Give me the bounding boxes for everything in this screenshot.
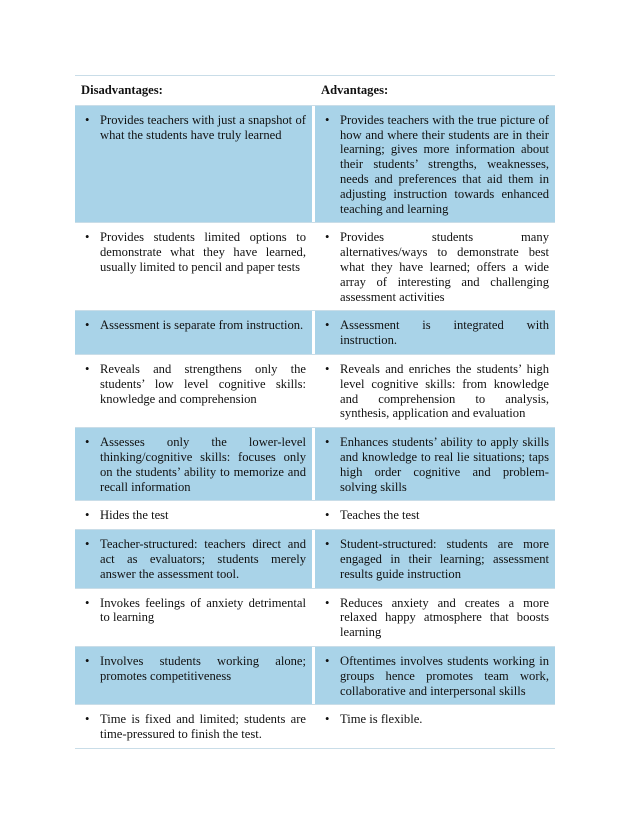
advantage-text: Reduces anxiety and creates a more relaxed happy atmosphere that boosts learning — [340, 595, 549, 640]
list-item — [321, 508, 549, 523]
table-row — [75, 106, 555, 224]
list-item — [321, 113, 549, 217]
table-row — [75, 530, 555, 588]
advantage-text: Provides teachers with the true picture of how and where their students are in their learning; gives more information about their students’ strengths, weaknesses, needs and preferences that aid them in adjusting instruction towards enhanced teaching and learning — [340, 112, 549, 216]
advantage-cell — [315, 106, 555, 223]
bullet-icon: • — [85, 112, 90, 127]
advantage-cell — [315, 530, 555, 587]
disadvantage-cell — [75, 311, 315, 354]
disadvantage-text: Teacher-structured: teachers direct and act as evaluators; students merely answer the assessment tool. — [100, 537, 306, 581]
bullet-icon: • — [325, 653, 330, 668]
bullet-icon: • — [85, 537, 90, 552]
table-row — [75, 647, 555, 705]
bullet-icon: • — [325, 508, 330, 523]
bullet-icon: • — [85, 508, 90, 523]
header-disadvantages: Disadvantages: — [75, 76, 315, 105]
advantage-cell — [315, 223, 555, 310]
table-row — [75, 223, 555, 311]
bullet-icon: • — [85, 653, 90, 668]
table-row — [75, 705, 555, 749]
comparison-table — [75, 75, 555, 749]
bullet-icon: • — [325, 361, 330, 376]
bullet-icon: • — [325, 318, 330, 333]
list-item — [321, 230, 549, 304]
list-item — [81, 318, 306, 333]
disadvantage-text: Assessment is separate from instruction. — [100, 318, 304, 333]
list-item — [321, 362, 549, 421]
disadvantage-cell — [75, 106, 315, 223]
advantage-cell — [315, 705, 555, 748]
disadvantage-text: Invokes feelings of anxiety detrimental to learning — [100, 595, 306, 625]
list-item — [321, 435, 549, 494]
list-item — [81, 596, 306, 626]
bullet-icon: • — [325, 435, 330, 450]
bullet-icon: • — [325, 712, 330, 727]
bullet-icon: • — [85, 361, 90, 376]
disadvantage-cell — [75, 501, 315, 529]
list-item — [81, 712, 306, 742]
table-row — [75, 355, 555, 428]
list-item — [321, 654, 549, 698]
disadvantage-cell — [75, 705, 315, 748]
list-item — [321, 318, 549, 348]
bullet-icon: • — [85, 712, 90, 727]
disadvantage-cell — [75, 355, 315, 427]
disadvantage-text: Assesses only the lower-level thinking/cognitive skills: focuses only on the students’ ability to memorize and recall information — [100, 435, 306, 494]
table-row — [75, 428, 555, 501]
list-item — [81, 362, 306, 406]
bullet-icon: • — [325, 595, 330, 610]
list-item — [321, 596, 549, 640]
disadvantage-cell — [75, 530, 315, 587]
advantage-cell — [315, 311, 555, 354]
advantage-text: Time is flexible. — [340, 712, 423, 727]
advantage-cell — [315, 355, 555, 427]
bullet-icon: • — [325, 230, 330, 245]
list-item — [81, 537, 306, 581]
bullet-icon: • — [85, 230, 90, 245]
advantage-text: Enhances students’ ability to apply skills and knowledge to real lie situations; taps high order cognitive and problem-solving skills — [340, 435, 549, 494]
bullet-icon: • — [325, 537, 330, 552]
bullet-icon: • — [85, 435, 90, 450]
advantage-cell — [315, 428, 555, 500]
table-body — [75, 106, 555, 749]
header-advantages: Advantages: — [321, 83, 389, 97]
list-item — [321, 537, 549, 581]
disadvantage-text: Involves students working alone; promotes competitiveness — [100, 653, 306, 683]
advantage-text: Student-structured: students are more engaged in their learning; assessment results guide instruction — [340, 537, 549, 581]
table-row — [75, 589, 555, 647]
list-item — [81, 113, 306, 143]
list-item — [321, 712, 549, 727]
table-row — [75, 311, 555, 355]
disadvantage-text: Hides the test — [100, 508, 169, 523]
list-item — [81, 508, 306, 523]
table-row — [75, 501, 555, 530]
advantage-text: Teaches the test — [340, 508, 420, 523]
bullet-icon: • — [85, 595, 90, 610]
disadvantage-text: Provides teachers with just a snapshot of what the students have truly learned — [100, 112, 306, 142]
list-item — [81, 230, 306, 274]
disadvantage-text: Provides students limited options to demonstrate what they have learned, usually limited to pencil and paper tests — [100, 230, 306, 274]
table-header-row — [75, 76, 555, 106]
disadvantage-cell — [75, 223, 315, 310]
advantage-text: Provides students many alternatives/ways to demonstrate best what they have learned; offers a wide array of interesting and challenging assessment activities — [340, 230, 549, 304]
advantage-text: Reveals and enriches the students’ high level cognitive skills: from knowledge and comprehension to analysis, synthesis, application and evaluation — [340, 361, 549, 421]
advantage-cell — [315, 647, 555, 704]
disadvantage-cell — [75, 647, 315, 704]
disadvantage-cell — [75, 428, 315, 500]
advantage-text: Assessment is integrated with instruction. — [340, 318, 549, 348]
advantage-cell — [315, 501, 555, 529]
disadvantage-text: Time is fixed and limited; students are time-pressured to finish the test. — [100, 712, 306, 742]
list-item — [81, 654, 306, 684]
bullet-icon: • — [325, 112, 330, 127]
disadvantage-text: Reveals and strengthens only the students’ low level cognitive skills: knowledge and comprehension — [100, 361, 306, 406]
advantage-text: Oftentimes involves students working in groups hence promotes team work, collaborative and interpersonal skills — [340, 653, 549, 698]
list-item — [81, 435, 306, 494]
bullet-icon: • — [85, 318, 90, 333]
disadvantage-cell — [75, 589, 315, 646]
advantage-cell — [315, 589, 555, 646]
